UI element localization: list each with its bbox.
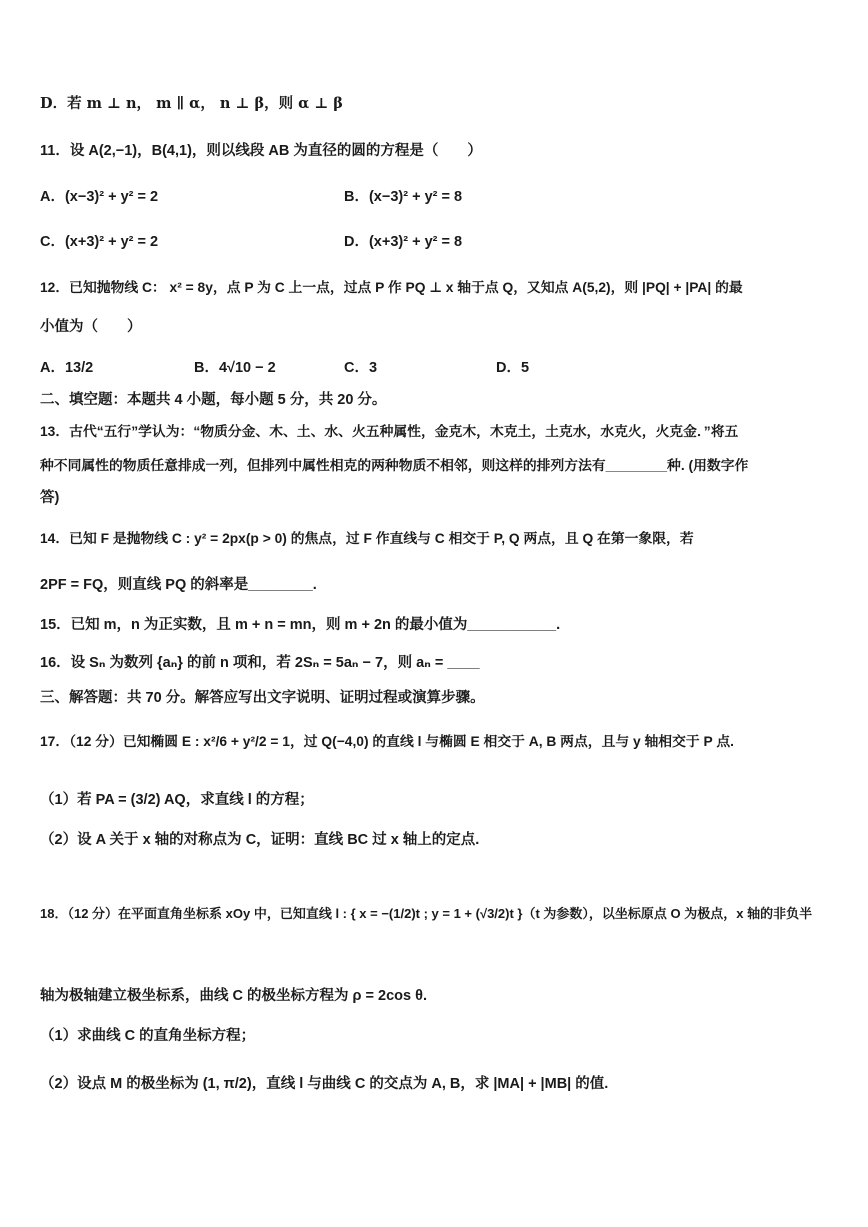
question-17: 17．（12 分）已知椭圆 E : x²/6 + y²/2 = 1，过 Q(−4,0) 的直线 l 与椭圆 E 相交于 A, B 两点，且与 y 轴相交于 P 点. bbox=[40, 734, 734, 749]
question-18-cont: 轴为极轴建立极坐标系，曲线 C 的极坐标方程为 ρ = 2cos θ. bbox=[40, 988, 427, 1004]
option-c-q11: C．(x+3)² + y² = 2 bbox=[40, 234, 159, 250]
question-14: 14．已知 F 是抛物线 C : y² = 2px(p > 0) 的焦点，过 F 作直线与 C 相交于 P, Q 两点，且 Q 在第一象限，若 bbox=[40, 531, 694, 546]
question-13-end: 答) bbox=[40, 490, 60, 506]
question-18: 18．（12 分）在平面直角坐标系 xOy 中，已知直线 l : { x = −(1/2)t ; y = 1 + (√3/2)t }（t 为参数），以坐标原点 O 为极点，x 轴的非负半 bbox=[40, 906, 813, 921]
question-12-cont: 小值为（ ） bbox=[40, 319, 142, 335]
question-17-part-1: （1）若 PA = (3/2) AQ，求直线 l 的方程； bbox=[40, 792, 314, 808]
option-c-q12: C．3 bbox=[344, 360, 378, 376]
question-18-part-2: （2）设点 M 的极坐标为 (1, π/2)，直线 l 与曲线 C 的交点为 A, B，求 |MA| + |MB| 的值. bbox=[40, 1076, 609, 1092]
question-15: 15．已知 m，n 为正实数，且 m + n = mn，则 m + 2n 的最小值为___________. bbox=[40, 617, 561, 633]
question-17-part-2: （2）设 A 关于 x 轴的对称点为 C，证明：直线 BC 过 x 轴上的定点. bbox=[40, 832, 480, 848]
section-3-heading: 三、解答题：共 70 分。解答应写出文字说明、证明过程或演算步骤。 bbox=[40, 690, 485, 706]
question-13-cont: 种不同属性的物质任意排成一列，但排列中属性相克的两种物质不相邻，则这样的排列方法有________种. (用数字作 bbox=[40, 458, 749, 473]
option-a-q11: A．(x−3)² + y² = 2 bbox=[40, 189, 159, 205]
question-16: 16．设 Sₙ 为数列 {aₙ} 的前 n 项和，若 2Sₙ = 5aₙ − 7，则 aₙ = ____ bbox=[40, 655, 480, 671]
question-13: 13．古代“五行”学认为：“物质分金、木、土、水、火五种属性，金克木，木克土，土克水，水克火，火克金．”将五 bbox=[40, 424, 739, 439]
option-d-q10: D．若 m ⊥ n， m ∥ α， n ⊥ β，则 α ⊥ β bbox=[40, 95, 343, 112]
option-d-q11: D．(x+3)² + y² = 8 bbox=[344, 234, 463, 250]
question-11: 11．设 A(2,−1)，B(4,1)，则以线段 AB 为直径的圆的方程是（ ） bbox=[40, 143, 482, 159]
question-12: 12．已知抛物线 C： x² = 8y，点 P 为 C 上一点，过点 P 作 PQ ⊥ x 轴于点 Q，又知点 A(5,2)，则 |PQ| + |PA| 的最 bbox=[40, 280, 743, 295]
question-18-part-1: （1）求曲线 C 的直角坐标方程； bbox=[40, 1028, 256, 1044]
option-d-q12: D．5 bbox=[496, 360, 530, 376]
option-a-q12: A．13/2 bbox=[40, 360, 94, 376]
question-14-cont: 2PF = FQ，则直线 PQ 的斜率是________. bbox=[40, 577, 317, 593]
option-b-q11: B．(x−3)² + y² = 8 bbox=[344, 189, 463, 205]
option-b-q12: B．4√10 − 2 bbox=[194, 360, 276, 376]
section-2-heading: 二、填空题：本题共 4 小题，每小题 5 分，共 20 分。 bbox=[40, 392, 387, 408]
